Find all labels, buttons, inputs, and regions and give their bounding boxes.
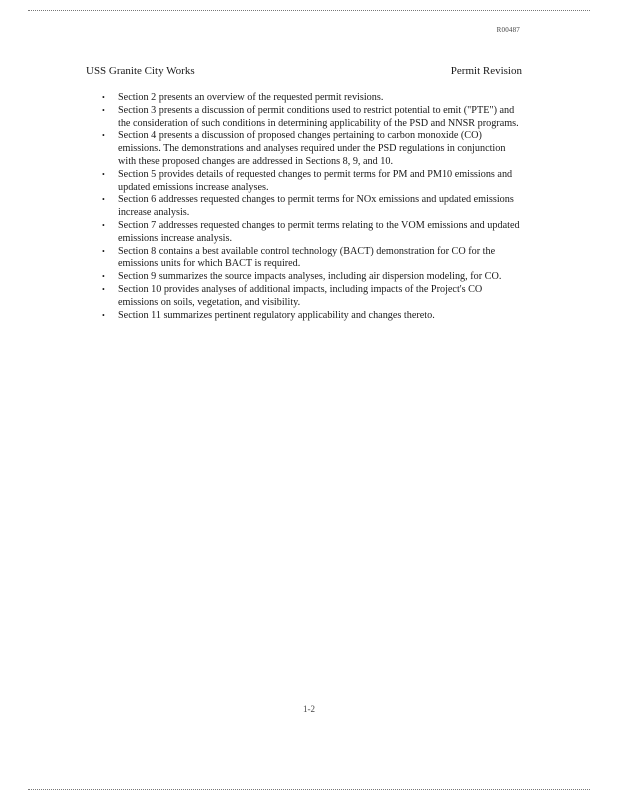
- page-id: R00487: [496, 26, 520, 34]
- list-item-text: Section 8 contains a best available control technology (BACT) demonstration for CO for the emissions units for which BACT is required.: [118, 245, 496, 270]
- list-item-text: Section 10 provides analyses of additional impacts, including impacts of the Project's CO emissions on soils, vegetation, and visibility.: [118, 283, 483, 308]
- bullet-icon: •: [102, 195, 105, 205]
- bullet-icon: •: [102, 310, 105, 320]
- header-facility: USS Granite City Works: [86, 65, 195, 77]
- list-item: [100, 169, 520, 195]
- page-number: 1-2: [303, 704, 315, 714]
- list-item: [100, 220, 520, 246]
- bullet-icon: •: [102, 131, 105, 141]
- list-item: [100, 310, 520, 323]
- bullet-icon: •: [102, 272, 105, 282]
- scan-border-bottom: [28, 789, 590, 790]
- list-item: [100, 92, 520, 105]
- bullet-icon: •: [102, 246, 105, 256]
- bullet-icon: •: [102, 105, 105, 115]
- bullet-icon: •: [102, 220, 105, 230]
- list-item-text: Section 9 summarizes the source impacts analyses, including air dispersion modeling, for CO.: [118, 271, 502, 283]
- list-item: [100, 105, 520, 131]
- scan-border-top: [28, 10, 590, 11]
- list-item-text: Section 3 presents a discussion of permit conditions used to restrict potential to emit ("PTE") and the consideration of such conditions in determining applicability of the PSD and NNSR programs.: [118, 104, 519, 129]
- section-overview-list: [100, 92, 520, 322]
- list-item-text: Section 4 presents a discussion of proposed changes pertaining to carbon monoxide (CO) emissions. The demonstrations and analyses required under the PSD regulations in conjunction with these proposed changes are addressed in Sections 8, 9, and 10.: [118, 130, 506, 167]
- header-doc-title: Permit Revision: [450, 65, 522, 77]
- list-item-text: Section 5 provides details of requested changes to permit terms for PM and PM10 emissions and updated emissions increase analyses.: [118, 168, 513, 193]
- list-item: [100, 130, 520, 168]
- list-item-text: Section 7 addresses requested changes to permit terms relating to the VOM emissions and updated emissions increase analysis.: [118, 219, 520, 244]
- list-item-text: Section 6 addresses requested changes to permit terms for NOx emissions and updated emissions increase analysis.: [118, 194, 514, 219]
- list-item: [100, 271, 520, 284]
- list-item-text: Section 2 presents an overview of the requested permit revisions.: [118, 92, 384, 103]
- list-item: [100, 246, 520, 272]
- list-item: [100, 284, 520, 310]
- bullet-icon: •: [102, 93, 105, 102]
- list-item: [100, 194, 520, 220]
- bullet-icon: •: [102, 284, 105, 294]
- bullet-icon: •: [102, 169, 105, 179]
- list-item-text: Section 11 summarizes pertinent regulatory applicability and changes thereto.: [118, 309, 435, 321]
